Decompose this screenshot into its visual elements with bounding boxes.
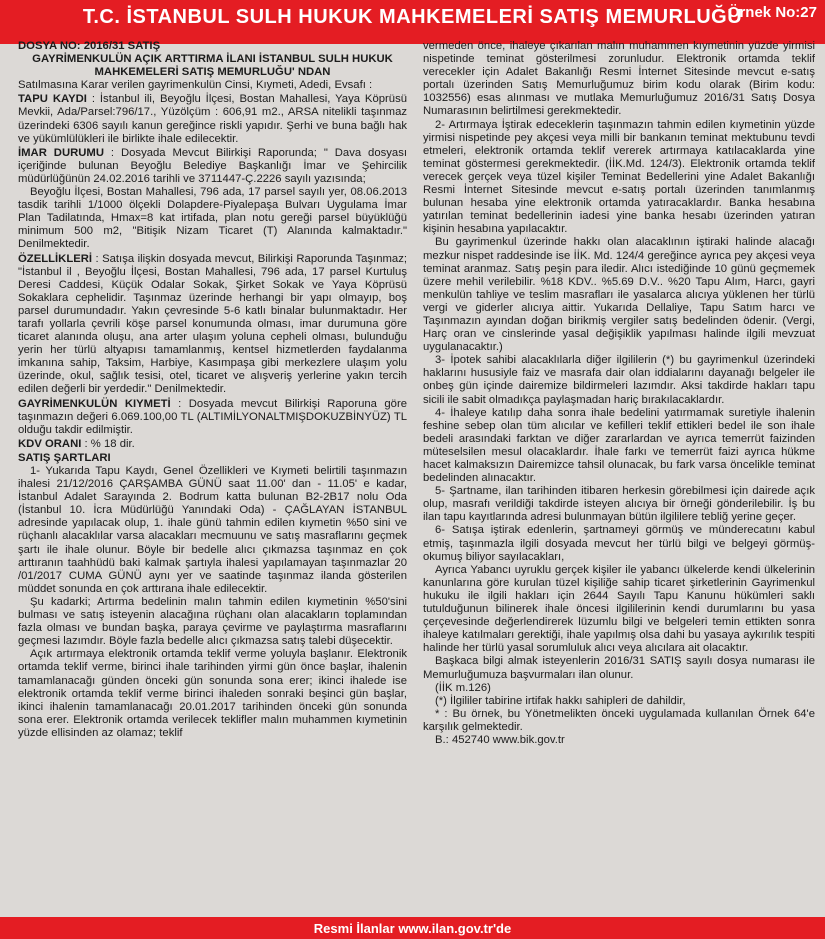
signature: B.: 452740 www.bik.gov.tr <box>435 733 565 746</box>
kdv-section <box>18 438 407 451</box>
intro-text: Satılmasına Karar verilen gayrimenkulün Cinsi, Kıymeti, Adedi, Evsafı : <box>18 79 373 92</box>
kdv-text: : % 18 dir. <box>84 437 135 450</box>
kiymet-section <box>18 398 407 437</box>
foreign-buyers-text: Ayrıca Yabancı uyruklu gerçek kişiler ile yabancı ülkelerde kendi ülkelerinin kanunlarına göre kurulan tüzel kişiliğe sahip ticaret şirketlerinin Gayrimenkul hukuku ile ilgili hakları için 2644 Sayılı Tapu Kanunu hükümleri saklı tutulduğunun bilinerek ihale öncesi ilgililerinin kendi durumlarını bu yasa çerçevesinde değerlendirerek lüzumlu bilgi ve belgeleri temin ettikten sonra ihaleye katılmaları gerektiği, ihale yapılmış olsa dahi bu yasaya aykırılık tespiti halinde her türlü yasal sorumluluk alıcı veya alıcılara ait olacaktır. <box>423 563 815 655</box>
kiymet-text: : Dosyada mevcut Bilirkişi Raporuna göre taşınmazın değeri 6.069.100,00 TL (ALTIMİLYONALTMIŞDOKUZBİNYÜZ) TL olduğu takdir edilmiştir. <box>18 397 407 436</box>
imar-detail: Beyoğlu İlçesi, Bostan Mahallesi, 796 ada, 17 parsel sayılı yer, 08.06.2013 tasdik tarihli 1/1000 ölçekli Dolapdere-Piyalepaşa Bulvarı Uygulama İmar Plan Tadilatında, Hmax=8 kat irtifada, plan notu gereği parsel büyüklüğü minimum 500 m2, "Bitişik Nizam Ticaret (T) Alanında kalmaktadır." Denilmektedir. <box>18 186 407 251</box>
condition-3: 3- İpotek sahibi alacaklılarla diğer ilgililerin (*) bu gayrimenkul üzerindeki haklarını hususiyle faiz ve masrafa dair olan iddialarını dayanağı belgeler ile onbeş gün içinde dairemize bildirmeleri lazımdır. Aksi takdirde hakları tapu sicili ile sabit olmadıkça paylaşmadan hariç bırakılacaklardır. <box>423 354 815 406</box>
auction-title: GAYRİMENKULÜN AÇIK ARTTIRMA İLANI İSTANBUL SULH HUKUK MAHKEMELERİ SATIŞ MEMURLUĞU' NDAN <box>32 53 393 79</box>
left-column <box>18 40 407 908</box>
notice-body <box>18 40 813 908</box>
tapu-section <box>18 93 407 145</box>
footnote-2: * : Bu örnek, bu Yönetmelikten önceki uygulamada kullanılan Örnek 64'e karşılık gelmektedir. <box>423 707 815 733</box>
notice-title: T.C. İSTANBUL SULH HUKUK MAHKEMELERİ SATIŞ MEMURLUĞU <box>82 6 743 28</box>
imar-text: : Dosyada Mevcut Bilirkişi Raporunda; " Dava dosyası içeriğinde bulunan Beyoğlu Belediye Başkanlığı İmar ve Şehircilik müdürlüğünün 24.02.2016 tarihli ve 3711447-Ç.2226 sayılı yazısında; <box>18 146 407 185</box>
iik-reference: (İİK m.126) <box>435 681 491 694</box>
footer-link-text[interactable]: Resmi İlanlar www.ilan.gov.tr'de <box>313 921 512 936</box>
tapu-text: : İstanbul ili, Beyoğlu İlçesi, Bostan Mahallesi, Yaya Köprüsü Mevkii, Ada/Parsel:796/17., Yüzölçüm : 606,91 m2., ARSA nitelikli taşınmaz üzerindeki 6306 sayılı kanun gereğince riskli yapıdır. Şerhi ve buna bağlı hak ve yükümlülükleri ile birlikte ihale edilecektir. <box>18 93 407 145</box>
condition-5: 5- Şartname, ilan tarihinden itibaren herkesin görebilmesi için dairede açık olup, masrafı verildiği takdirde isteyen alıcıya bir örneği gönderilebilir. İş bu ilan tapu kayıtlarında adresi bulunmayan bütün ilgililere tebliğ yerine geçer. <box>423 485 815 524</box>
kdv-label: KDV ORANI <box>18 437 82 450</box>
imar-label: İMAR DURUMU <box>18 146 104 159</box>
file-number: DOSYA NO: 2016/31 SATIŞ <box>18 40 161 52</box>
condition-1: 1- Yukarıda Tapu Kaydı, Genel Özellikleri ve Kıymeti belirtili taşınmazın ihalesi 21/12/2016 ÇARŞAMBA GÜNÜ saat 11.00' dan - 11.05' e kadar, İstanbul Adalet Sarayında 2. Bodrum katta bulunan B2-2B17 nolu Oda (İstanbul 10. İcra Müdürlüğü Yanındaki Oda) - ÇAĞLAYAN İSTANBUL adresinde yapılacak olup, 1. ihale günü tahmin edilen kıymetin %50 sini ve rüçhanlı alacaklılar varsa alacakları mecmuunu ve satış masraflarını geçmek şartı ile ihale olunur. Böyle bir bedelle alıcı çıkmazsa taşınmaz en çok arttıranın taahhüdü baki kalmak şartıyla ihalesi yapılamayan taşınmazlar 20 /01/2017 CUMA GÜNÜ aynı yer ve saatinde taşınmaz ilanda gösterilen müddet sonunda en çok arttırana ihale edilecektir. <box>18 465 407 595</box>
condition-2: 2- Artırmaya İştirak edeceklerin taşınmazın tahmin edilen kıymetinin yüzde yirmisi nispetinde pey akçesi veya milli bir bankanın teminat mektubunu tevdi etmeleri, elektronik ortamda teklif vererek artırmaya katılacaklarda yine teminat göstermesi gerekmektedir. (İİK.Md. 124/3). Elektronik ortamda teklif verecek gerçek veya tüzel kişiler Teminat Bedellerini yine Adalet Bakanlığı Resmi İnternet Sitesinde mevcut e-satış portalı üzerinden tanımlanmış bulunan hesaba yine elektronik ortamda yatıracaklardır. Banka hesabına yatırılan teminat bedellerinin iadesi yine banka hesabı üzerinden yatıran kişinin hesabına yapılacaktır. <box>423 118 815 236</box>
example-number: Örnek No:27 <box>727 4 817 21</box>
kiymet-label: GAYRİMENKULÜN KIYMETİ <box>18 397 171 410</box>
contact-text: Başkaca bilgi almak isteyenlerin 2016/31 SATIŞ sayılı dosya numarası ile Memurluğumuza başvurmaları ilan olunur. <box>423 655 815 681</box>
electronic-bid-text: Açık artırmaya elektronik ortamda teklif verme yoluyla başlanır. Elektronik ortamda teklif verme, birinci ihale tarihinden yirmi gün önce başlar, ihalenin tamamlanacağı günden önceki gün sonunda sona erer; ikinci ihalede ise elektronik ortamda teklif verme birinci ihaleden sonraki beşinci gün başlar, ikinci ihalenin tamamlanacağı 20.01.2017 tarihinden önceki gün sonunda sona erer. Elektronik ortamda verilecek teklifler malın muhammen kıymetinin yüzde ellisinden az olamaz; teklif <box>18 648 407 739</box>
ozellik-text: : Satışa ilişkin dosyada mevcut, Bilirkişi Raporunda Taşınmaz; "İstanbul il , Beyoğlu İlçesi, Bostan Mahallesi, 796 ada, 17 parsel Kurtuluş Deresi Caddesi, Küçük Odalar Sokak, Şirket Sokak ve Yaya Köprüsü Sokaklara cephelidir. Taşınmaz üzerinde herhangi bir yapı olmayıp, boş parsel durumundadır. Yakın çevresinde 5-6 katlı binalar bulunmaktadır. Her tarafı yollarla çevrili köşe parsel konumunda olması, imar durumuna göre ticaret alanında oluşu, ana arter ulaşım yoluna cepheli olması, bulunduğu yerin her türlü altyapısı tamamlanmış, kentsel hizmetlerden faydalanma imkanına sahip, Taksim, Harbiye, Kasımpaşa gibi merkezlere ulaşım yolu üzerinde, okul, sağlık tesisi, otel, ticaret ve alışveriş yerlerine yakın tercih edilen değerli bir yerdedir." Denilmektedir. <box>18 252 407 396</box>
electronic-bid-continued: vermeden önce, ihaleye çıkarılan malın muhammen kıymetinin yüzde yirmisi nispetinde teminat gösterilmesi zorunludur. Elektronik ortamda teklif verecekler için Adalet Bakanlığı Resmi İnternet Sitesinde mevcut e-satış portalı üzerinden Satış Memurluğumuz birim kodu olarak (Birim kodu: 1032556) esas alınması ve mutlaka Memurluğumuz 2016/31 Satış Dosya Numarasının belirtilmesi gerekmektedir. <box>423 40 815 118</box>
header-bar <box>0 0 825 44</box>
ozellik-label: ÖZELLİKLERİ <box>18 252 93 265</box>
tapu-label: TAPU KAYDI <box>18 93 87 106</box>
footnote-1: (*) İlgililer tabirine irtifak hakkı sahipleri de dahildir, <box>435 694 686 707</box>
right-column <box>423 40 815 908</box>
condition-6: 6- Satışa iştirak edenlerin, şartnameyi görmüş ve münderecatını kabul etmiş, taşınmazla ilgili dosyada mevcut her türlü bilgi ve belgeyi görmüş-okumuş biliyor sayılacakları, <box>423 524 815 563</box>
condition-1-note: Şu kadarki; Artırma bedelinin malın tahmin edilen kıymetinin %50'sini bulması ve satış isteyenin alacağına rüçhanı olan alacakların toplamından fazla olması ve bundan başka, paraya çevirme ve paylaştırma masraflarını geçmesi lazımdır. Böyle fazla bedelle alıcı çıkmazsa satış talebi düşecektir. <box>18 595 407 648</box>
footer-bar <box>0 917 825 939</box>
condition-2-payment: Bu gayrimenkul üzerinde hakkı olan alacaklının iştiraki halinde alacağı mezkur nispet raddesinde ise İİK. Md. 124/4 gereğince ayrıca pey akçesi veya teminat aranmaz. Satış peşin para iledir. Alıcı istediğinde 10 günü geçmemek üzere mehil verilebilir. %18 KDV.. %5.69 D.V.. %20 Tapu Alım, Harcı, gayri menkulün tahliye ve teslim masrafları ile yasalarca alıcıya yüklenen her türlü vergi ve giderler alıcıya aittir. Yukarıda Dellaliye, Tapu Satım harcı ve Taşınmazın ayından doğan birikmiş vergiler satış bedelinden ödenir. (Vergi, Harç oran ve cinslerinde yasal değişiklik yapılması halinde ilgili mevzuat uygulanacaktır.) <box>423 236 815 354</box>
ozellik-section <box>18 253 407 397</box>
sartlar-label: SATIŞ ŞARTLARI <box>18 451 111 464</box>
imar-section <box>18 147 407 186</box>
condition-4: 4- İhaleye katılıp daha sonra ihale bedelini yatırmamak suretiyle ihalenin feshine sebep olan tüm alıcılar ve kefilleri teklif ettikleri bedel ile son ihale bedeli arasındaki farktan ve diğer zararlardan ve ayrıca temerrüt faizinden müteselsilen mesul olacaklardır. İhale farkı ve temerrüt faizi ayrıca hükme hacet kalmaksızın Dairemizce tahsil olunacak, bu fark varsa öncelikle teminat bedelinden alınacaktır. <box>423 406 815 485</box>
